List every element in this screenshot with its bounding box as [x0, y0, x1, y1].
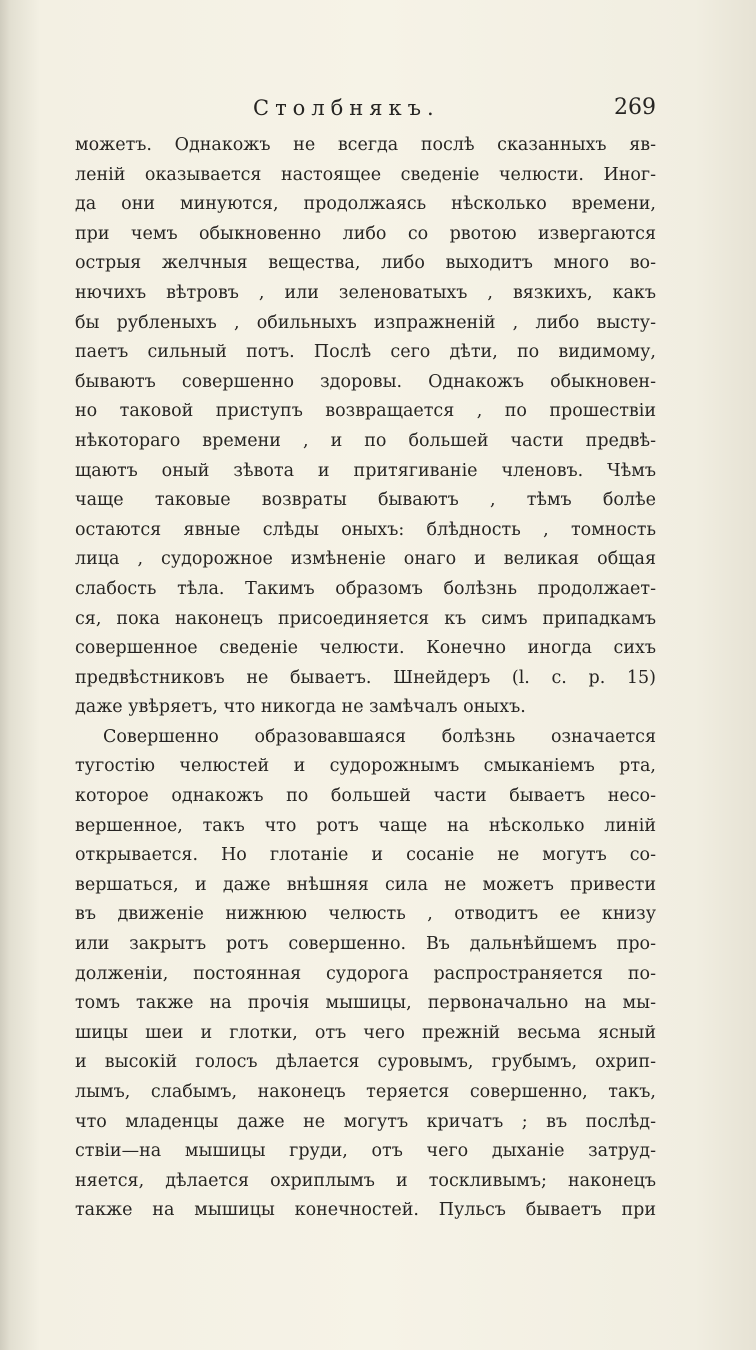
text-line: или закрытъ ротъ совершенно. Въ дальнѣйшемъ про- — [75, 934, 656, 955]
text-line: острыя желчныя вещества, либо выходитъ много во- — [75, 253, 656, 274]
text-line: совершенное сведеніе челюсти. Конечно иногда сихъ — [75, 638, 656, 659]
text-line: при чемъ обыкновенно либо со рвотою извергаются — [75, 223, 656, 244]
text-line: остаются явные слѣды оныхъ: блѣдность , томность — [75, 519, 656, 540]
text-line: которое однакожъ по большей части бываетъ несо- — [75, 786, 656, 807]
page-number: 269 — [614, 95, 656, 120]
paragraph — [75, 131, 656, 723]
text-line: но таковой приступъ возвращается , по прошествіи — [75, 401, 656, 422]
text-line: няется, дѣлается охриплымъ и тоскливымъ; наконецъ — [75, 1170, 656, 1191]
text-line: ствіи—на мышицы груди, отъ чего дыханіе затруд- — [75, 1141, 656, 1162]
text-line: открывается. Но глотаніе и сосаніе не могутъ со- — [75, 845, 656, 866]
text-line: что младенцы даже не могутъ кричатъ ; въ послѣд- — [75, 1111, 656, 1132]
text-line: томъ также на прочія мышицы, первоначально на мы- — [75, 993, 656, 1014]
text-line: щаютъ оный зѣвота и притягиваніе членовъ. Чѣмъ — [75, 460, 656, 481]
text-line: ся, пока наконецъ присоединяется къ симъ припадкамъ — [75, 608, 656, 629]
text-line: вершаться, и даже внѣшняя сила не можетъ привести — [75, 874, 656, 895]
text-line: да они минуются, продолжаясь нѣсколько времени, — [75, 194, 656, 215]
text-line: бываютъ совершенно здоровы. Однакожъ обыкновен- — [75, 371, 656, 392]
text-line: можетъ. Однакожъ не всегда послѣ сказанныхъ яв- — [75, 135, 656, 155]
body-text — [75, 131, 656, 1226]
text-line: шицы шеи и глотки, отъ чего прежній весьма ясный — [75, 1022, 656, 1043]
text-line: даже увѣряетъ, что никогда не замѣчалъ оныхъ. — [75, 697, 526, 718]
text-line: бы рубленыхъ , обильныхъ изпражненій , либо высту- — [75, 312, 656, 333]
text-line: вершенное, такъ что ротъ чаще на нѣсколько линій — [75, 815, 656, 836]
text-line: лымъ, слабымъ, наконецъ теряется совершенно, такъ, — [75, 1082, 656, 1102]
text-line: нѣкотораго времени , и по большей части предвѣ- — [75, 430, 656, 451]
text-line: долженіи, постоянная судорога распространяется по- — [75, 963, 656, 984]
paragraph — [75, 723, 656, 1226]
text-line: чаще таковые возвраты бываютъ , тѣмъ болѣе — [75, 490, 656, 511]
text-line: предвѣстниковъ не бываетъ. Шнейдеръ (l. c. p. 15) — [75, 667, 656, 688]
text-line: Совершенно образовавшаяся болѣзнь означается — [103, 726, 656, 747]
text-line: паетъ сильный потъ. Послѣ сего дѣти, по видимому, — [75, 342, 656, 363]
running-head — [75, 90, 656, 126]
text-line: нючихъ вѣтровъ , или зеленоватыхъ , вязкихъ, какъ — [75, 282, 656, 303]
text-line: также на мышицы конечностей. Пульсъ бываетъ при — [75, 1200, 656, 1221]
running-title: Столбнякъ. — [253, 96, 440, 120]
text-line: лица , судорожное измѣненіе онаго и великая общая — [75, 549, 656, 570]
text-line: и высокій голосъ дѣлается суровымъ, грубымъ, охрип- — [75, 1052, 656, 1073]
text-line: слабость тѣла. Такимъ образомъ болѣзнь продолжает- — [75, 578, 656, 599]
text-line: леній оказывается настоящее сведеніе челюсти. Иног- — [75, 164, 656, 185]
text-line: тугостію челюстей и судорожнымъ смыканіемъ рта, — [75, 756, 656, 777]
text-line: въ движеніе нижнюю челюсть , отводитъ ее книзу — [75, 904, 656, 925]
